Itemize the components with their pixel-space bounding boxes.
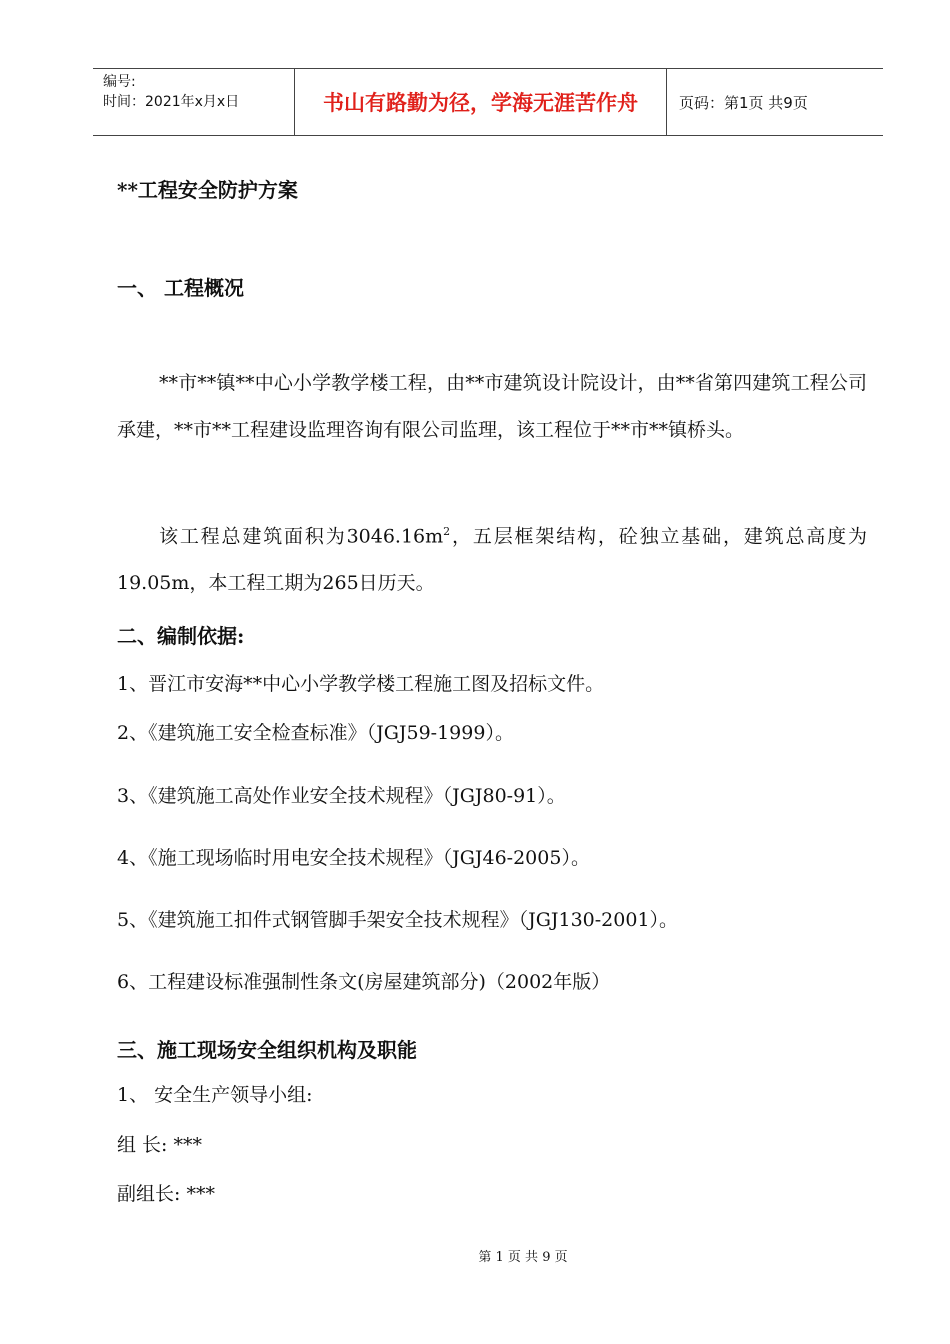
section2-heading: 二、编制依据:: [117, 624, 245, 648]
header-page-cell: [667, 69, 883, 135]
basis-item-6: 6、工程建设标准强制性条文(房屋建筑部分)（2002年版）: [117, 971, 611, 993]
section1-heading: 一、 工程概况: [117, 276, 244, 300]
basis-item-1: 1、晋江市安海**中心小学教学楼工程施工图及招标文件。: [117, 673, 605, 695]
header-time-label: 时间：2021年x月x日: [103, 94, 240, 110]
para2-superscript: 2: [443, 525, 451, 538]
section3-deputy: 副组长: ***: [117, 1183, 215, 1205]
header-number-label: 编号:: [103, 74, 136, 90]
basis-item-5: 5、《建筑施工扣件式钢管脚手架安全技术规程》（JGJ130-2001）。: [117, 909, 679, 931]
basis-item-2: 2、《建筑施工安全检查标准》（JGJ59-1999）。: [117, 722, 514, 744]
basis-item-3: 3、《建筑施工高处作业安全技术规程》（JGJ80-91）。: [117, 785, 566, 807]
section3-leader: 组 长: ***: [117, 1134, 202, 1156]
section3-heading: 三、施工现场安全组织机构及职能: [117, 1038, 417, 1062]
section1-paragraph-2: [117, 508, 867, 607]
header-page-label: 页码：第1页 共9页: [679, 93, 808, 112]
section3-sub1: 1、 安全生产领导小组:: [117, 1084, 313, 1106]
document-title: **工程安全防护方案: [117, 178, 298, 202]
header-motto-cell: [295, 69, 667, 135]
para2-text-b: ，五层框架结构，砼独立基础，建筑总高度为19.05m，本工程工期为265日历天。: [117, 525, 867, 595]
header-meta-cell: [93, 69, 295, 135]
section1-paragraph-1: **市**镇**中心小学教学楼工程，由**市建筑设计院设计，由**省第四建筑工程公司承建，**市**工程建设监理咨询有限公司监理，该工程位于**市**镇桥头。: [117, 372, 867, 441]
page-header: [93, 68, 883, 136]
para2-text-a: 该工程总建筑面积为3046.16m: [159, 525, 444, 548]
basis-item-4: 4、《施工现场临时用电安全技术规程》（JGJ46-2005）。: [117, 847, 590, 869]
page-footer: 第 1 页 共 9 页: [478, 1250, 568, 1265]
header-motto: 书山有路勤为径，学海无涯苦作舟: [323, 91, 638, 115]
